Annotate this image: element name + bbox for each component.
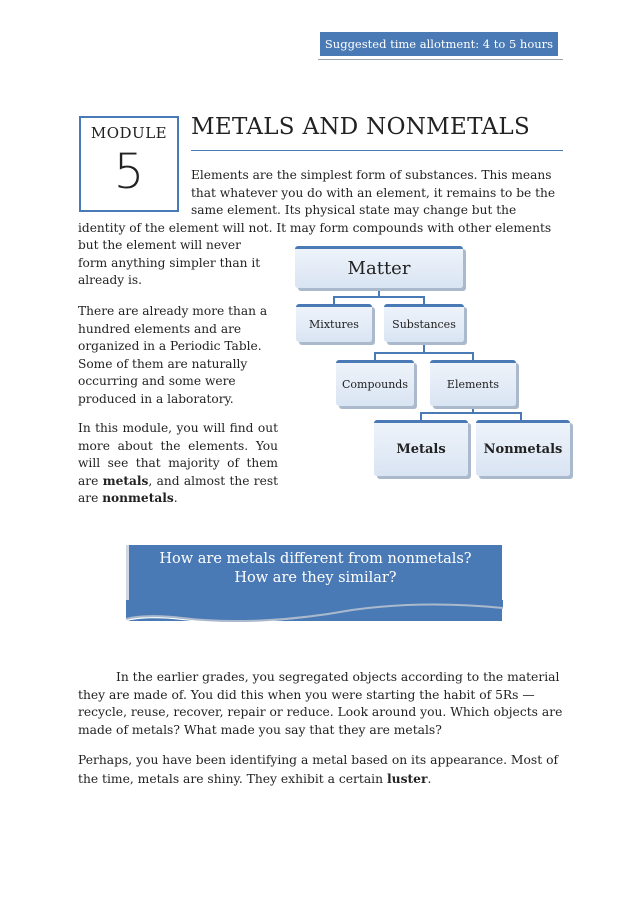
connector: [333, 296, 425, 298]
intro-text-2: identity of the element will not. It may form compounds with other elements: [78, 221, 552, 235]
metals-term: metals: [102, 473, 149, 488]
intro-text-3: but the element will never form anything simpler than it already is.: [78, 238, 261, 287]
connector: [472, 409, 474, 413]
luster-term: luster: [386, 770, 428, 786]
node-metals-label: Metals: [396, 442, 446, 457]
body-paragraph-1: In the earlier grades, you segregated objects according to the material they are made of. You did this when you were starting the habit of 5Rs — recycle, reuse, recover, repair or reduce. Look around you. Which objects are made of metals? What made you say that they are metals?: [78, 670, 563, 737]
connector: [374, 352, 376, 360]
node-substances-label: Substances: [392, 318, 456, 331]
module-label: MODULE: [90, 124, 168, 142]
nonmetals-term: nonmetals: [102, 491, 174, 505]
node-matter-label: Matter: [347, 258, 411, 279]
question-line-2: How are they similar?: [234, 570, 397, 586]
node-metals: [374, 420, 468, 476]
connector: [420, 412, 422, 420]
periodic-table-paragraph: There are already more than a hundred elements and are organized in a Periodic Table. Some of them are naturally occurring and some were produced in a laboratory.: [78, 304, 268, 406]
body-paragraph-2: [78, 752, 563, 788]
node-elements-label: Elements: [446, 378, 500, 391]
module-number: 5: [113, 144, 145, 200]
connector: [420, 412, 522, 414]
connector: [333, 296, 335, 304]
module-box: [79, 116, 179, 212]
module-text-a: In this module, you will find out more about the elements. You will see that majority of them are: [78, 421, 278, 488]
question-line-1: How are metals different from nonmetals?: [159, 551, 472, 567]
connector: [423, 296, 425, 304]
intro-text-1: Elements are the simplest form of substances. This means that whatever you do with an element, it remains to be the same element. Its physical state may change but the: [191, 168, 556, 217]
body2-text-b: .: [427, 771, 432, 786]
module-text-c: .: [173, 491, 178, 505]
node-nonmetals: [476, 420, 570, 476]
question-box-wave: [122, 600, 507, 628]
node-mixtures-label: Mixtures: [309, 318, 359, 331]
node-elements: [430, 360, 516, 406]
connector: [472, 352, 474, 360]
title-underline: [191, 150, 563, 151]
header-divider: [318, 59, 563, 60]
node-substances: [384, 304, 464, 342]
node-mixtures: [296, 304, 372, 342]
node-compounds-label: Compounds: [342, 378, 408, 391]
connector: [378, 291, 380, 297]
node-nonmetals-label: Nonmetals: [483, 442, 563, 457]
page-title: METALS AND NONMETALS: [191, 114, 531, 140]
connector: [423, 345, 425, 353]
time-allotment-badge: [320, 32, 558, 56]
module-text-b: , and almost the rest are: [78, 473, 278, 505]
node-compounds: [336, 360, 414, 406]
node-matter: [295, 246, 463, 288]
connector: [374, 352, 474, 354]
time-allotment-text: Suggested time allotment: 4 to 5 hours: [324, 37, 554, 51]
module-paragraph: [78, 420, 278, 508]
body2-text-a: Perhaps, you have been identifying a metal based on its appearance. Most of the time, metals are shiny. They exhibit a certain: [78, 753, 559, 786]
connector: [520, 412, 522, 420]
